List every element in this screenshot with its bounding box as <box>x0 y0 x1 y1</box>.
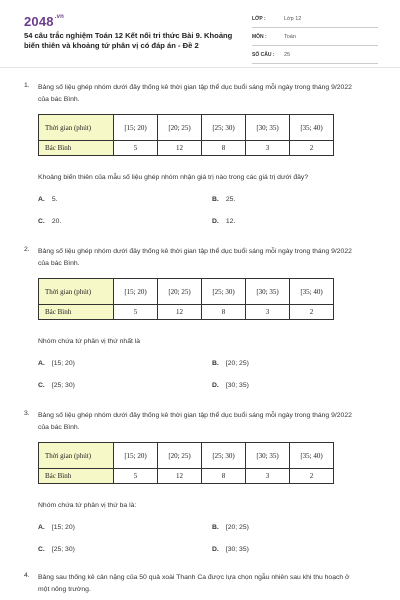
data-table <box>38 114 334 156</box>
option-label: B. <box>212 524 219 531</box>
option-label: C. <box>38 382 45 389</box>
table-count: 2 <box>290 469 334 484</box>
table-row-label: Bác Bình <box>39 141 114 156</box>
site-logo[interactable] <box>24 14 64 29</box>
option-c[interactable] <box>38 546 75 553</box>
table-header-time: Thời gian (phút) <box>39 443 114 469</box>
option-label: B. <box>212 360 219 367</box>
option-b[interactable] <box>212 196 235 203</box>
sub-question: Nhóm chứa tứ phân vị thứ ba là: <box>38 502 137 509</box>
option-text: 5. <box>51 196 58 203</box>
table-count: 8 <box>202 305 246 320</box>
option-text: [15; 20) <box>51 524 75 531</box>
meta-socau-label: SỐ CÂU : <box>252 52 275 58</box>
table-interval: [35; 40) <box>290 443 334 469</box>
meta-mon-value: Toán <box>284 34 296 40</box>
option-b[interactable] <box>212 524 249 531</box>
option-a[interactable] <box>38 360 75 367</box>
table-interval: [15; 20) <box>114 115 158 141</box>
option-b[interactable] <box>212 360 249 367</box>
table-count: 5 <box>114 469 158 484</box>
sub-question: Khoảng biến thiên của mẫu số liệu ghép nhóm nhận giá trị nào trong các giá trị dưới đây? <box>38 174 309 181</box>
table-row-label: Bác Bình <box>39 305 114 320</box>
data-table <box>38 278 334 320</box>
table-interval: [30; 35) <box>246 115 290 141</box>
table-count: 2 <box>290 305 334 320</box>
meta-lop-label: LỚP : <box>252 16 266 22</box>
header-divider <box>0 67 400 68</box>
option-label: A. <box>38 196 45 203</box>
option-d[interactable] <box>212 382 249 389</box>
option-label: C. <box>38 546 45 553</box>
option-a[interactable] <box>38 524 75 531</box>
table-interval: [35; 40) <box>290 115 334 141</box>
question-number: 2. <box>24 246 30 253</box>
meta-mon-label: MÔN : <box>252 34 267 40</box>
table-count: 3 <box>246 141 290 156</box>
table-interval: [15; 20) <box>114 443 158 469</box>
data-table <box>38 442 334 484</box>
option-label: C. <box>38 218 45 225</box>
option-label: D. <box>212 382 219 389</box>
table-interval: [35; 40) <box>290 279 334 305</box>
option-text: [25; 30) <box>51 382 75 389</box>
table-count: 3 <box>246 305 290 320</box>
option-label: B. <box>212 196 219 203</box>
table-interval: [30; 35) <box>246 279 290 305</box>
table-count: 8 <box>202 141 246 156</box>
option-c[interactable] <box>38 218 61 225</box>
question-number: 4. <box>24 572 30 579</box>
table-interval: [25; 30) <box>202 115 246 141</box>
table-interval: [25; 30) <box>202 443 246 469</box>
question-number: 3. <box>24 410 30 417</box>
option-label: A. <box>38 524 45 531</box>
option-d[interactable] <box>212 218 235 225</box>
table-interval: [15; 20) <box>114 279 158 305</box>
question-text: Bảng sau thống kê cân nặng của 50 quả xoài Thanh Ca được lựa chọn ngẫu nhiên sau khi thu hoạch ở một nông trường. <box>38 574 350 593</box>
table-count: 8 <box>202 469 246 484</box>
table-count: 3 <box>246 469 290 484</box>
question-text: Bảng số liệu ghép nhóm dưới đây thống kê thời gian tập thể dục buổi sáng mỗi ngày trong tháng 9/2022 của bác Bình. <box>38 412 352 431</box>
meta-row-lop <box>252 14 378 28</box>
option-d[interactable] <box>212 546 249 553</box>
option-text: [20; 25) <box>225 524 249 531</box>
table-count: 5 <box>114 305 158 320</box>
option-text: [15; 20) <box>51 360 75 367</box>
meta-socau-value: 25 <box>284 52 291 58</box>
table-interval: [30; 35) <box>246 443 290 469</box>
question-text: Bảng số liệu ghép nhóm dưới đây thống kê thời gian tập thể dục buổi sáng mỗi ngày trong tháng 9/2022 của bác Bình. <box>38 84 352 103</box>
table-header-time: Thời gian (phút) <box>39 115 114 141</box>
table-count: 2 <box>290 141 334 156</box>
question-text: Bảng số liệu ghép nhóm dưới đây thống kê thời gian tập thể dục buổi sáng mỗi ngày trong tháng 9/2022 của bác Bình. <box>38 248 352 267</box>
option-label: A. <box>38 360 45 367</box>
page-header <box>0 0 400 66</box>
meta-box <box>252 14 378 68</box>
table-interval: [25; 30) <box>202 279 246 305</box>
option-text: 12. <box>225 218 236 225</box>
meta-lop-value: Lớp 12 <box>284 16 302 22</box>
table-header-time: Thời gian (phút) <box>39 279 114 305</box>
option-a[interactable] <box>38 196 57 203</box>
meta-row-socau <box>252 50 378 64</box>
option-label: D. <box>212 218 219 225</box>
option-text: [30; 35) <box>225 382 249 389</box>
sub-question: Nhóm chứa tứ phân vị thứ nhất là <box>38 338 141 345</box>
option-text: 25. <box>225 196 236 203</box>
document-title: 54 câu trắc nghiệm Toán 12 Kết nối tri thức Bài 9. Khoảng biến thiên và khoảng tứ phân vị có đáp án - Đề 2 <box>24 31 233 50</box>
option-c[interactable] <box>38 382 75 389</box>
table-count: 12 <box>158 141 202 156</box>
table-interval: [20; 25) <box>158 279 202 305</box>
option-text: [25; 30) <box>51 546 75 553</box>
option-text: [30; 35) <box>225 546 249 553</box>
option-label: D. <box>212 546 219 553</box>
logo-main: 2048 <box>24 14 54 29</box>
table-count: 5 <box>114 141 158 156</box>
table-count: 12 <box>158 305 202 320</box>
option-text: 20. <box>51 218 62 225</box>
table-interval: [20; 25) <box>158 115 202 141</box>
logo-tld: .vn <box>54 14 65 20</box>
option-text: [20; 25) <box>225 360 249 367</box>
question-number: 1. <box>24 82 30 89</box>
table-row-label: Bác Bình <box>39 469 114 484</box>
table-interval: [20; 25) <box>158 443 202 469</box>
table-count: 12 <box>158 469 202 484</box>
meta-row-mon <box>252 32 378 46</box>
